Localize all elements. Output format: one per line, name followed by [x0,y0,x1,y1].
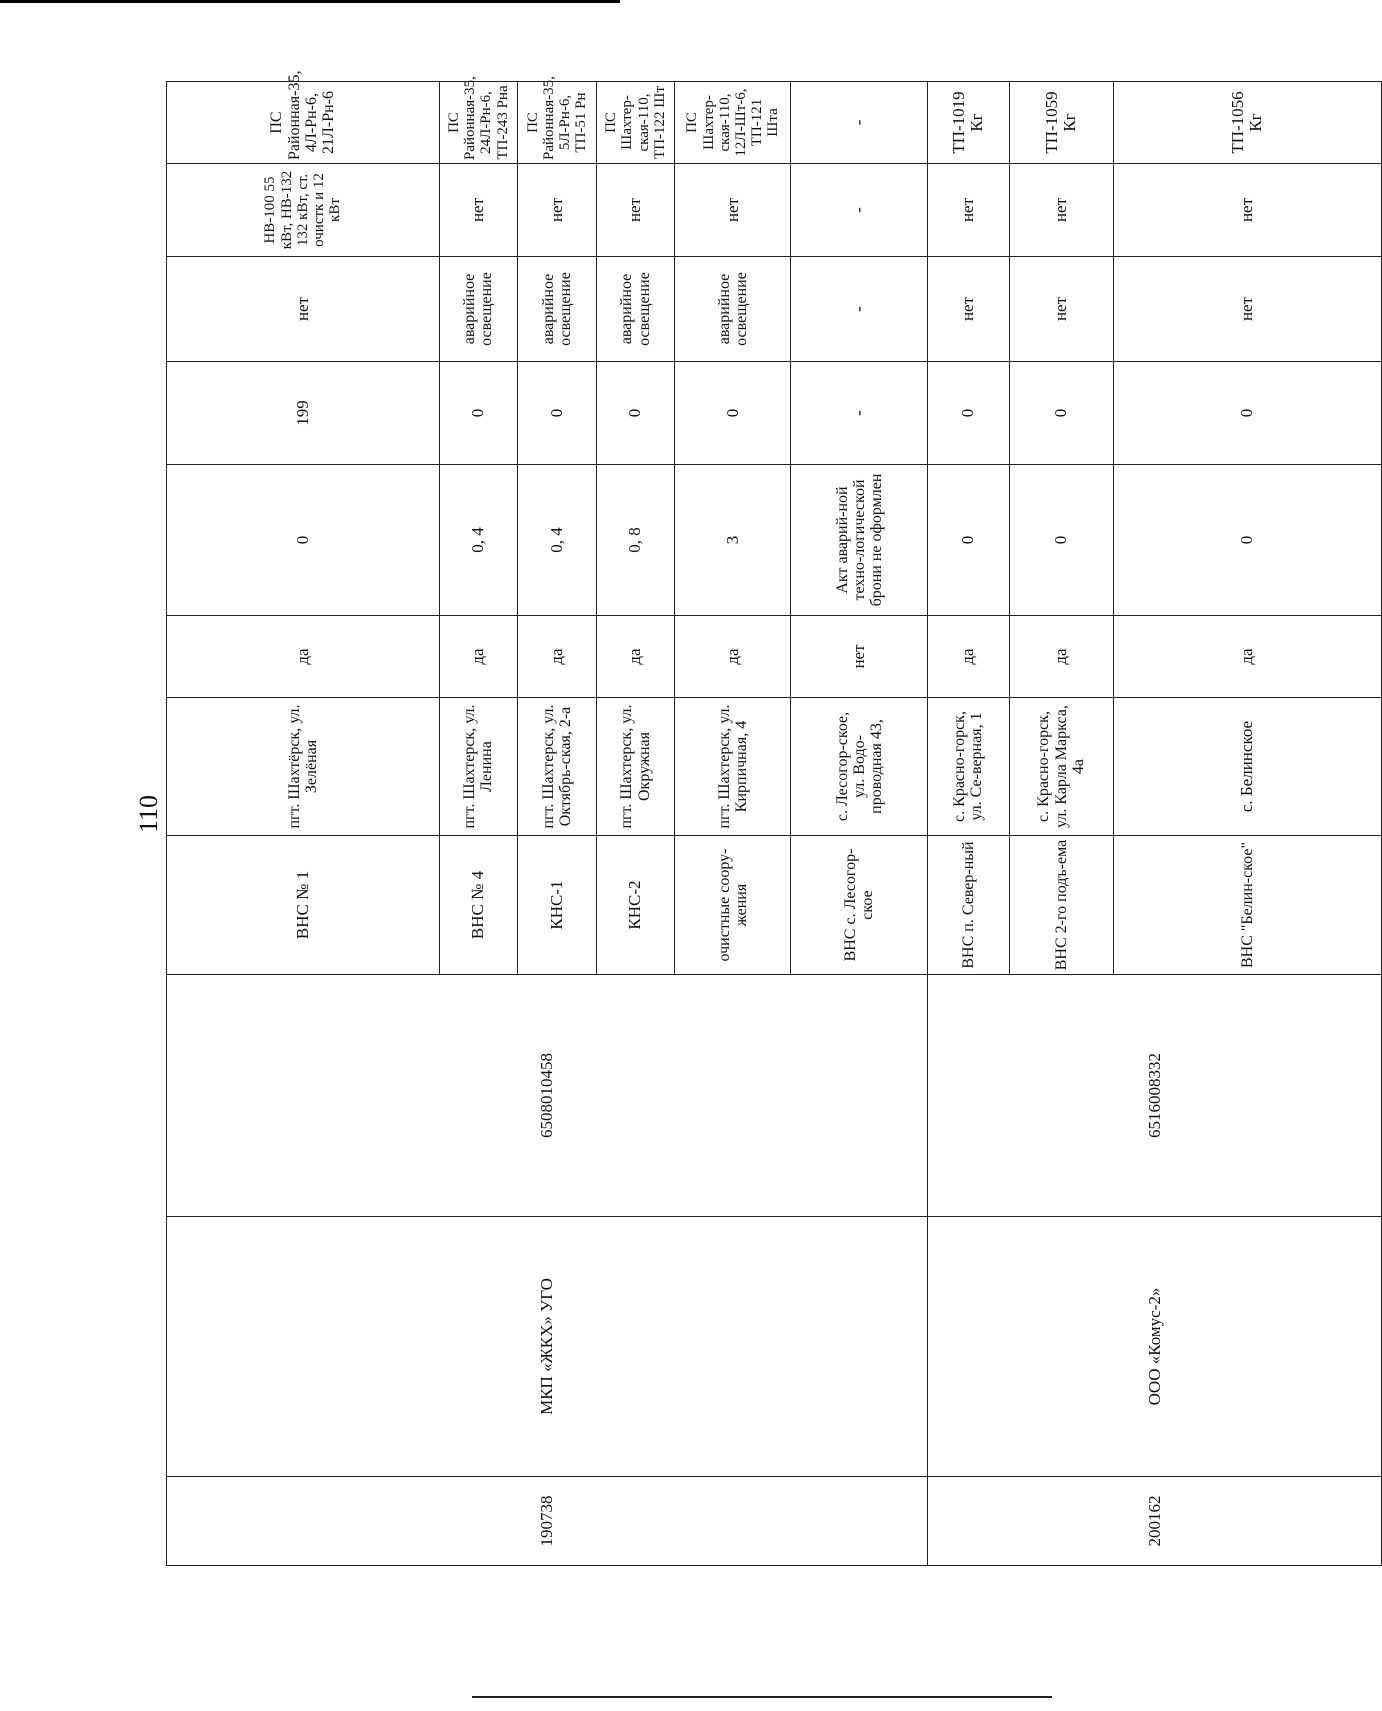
address: с. Белинское [1113,698,1381,836]
load: 0 [1113,362,1381,465]
object-name: КНС-2 [596,836,675,975]
rotated-table-wrapper [166,70,1382,1566]
table-row [167,82,440,1566]
address: пгт. Шахтерск, ул. Окружная [596,698,675,836]
flag: да [518,616,597,698]
feeder: ПС Шахтер-ская-110, ТП-122 Шт [596,82,675,164]
flag: да [439,616,518,698]
object-name: ВНС п. Север-ный [928,836,1009,975]
feeder: ПС Районная-35, 24Л-Рн-6, ТП-243 Рна [439,82,518,164]
org-code: 200162 [928,1477,1382,1566]
load: 0 [928,362,1009,465]
power: нет [439,164,518,257]
emergency: нет [167,257,440,362]
power: нет [596,164,675,257]
org-name: МКП «ЖКХ» УГО [167,1217,928,1477]
reserve: 0 [1113,465,1381,616]
flag: да [596,616,675,698]
load: 0 [675,362,791,465]
address: пгт. Шахтерск, ул. Кирпичная, 4 [675,698,791,836]
power: нет [518,164,597,257]
address: с. Красно-горск, ул. Се-верная, 1 [928,698,1009,836]
feeder: ПС Районная-35, 5Л-Рн-6, ТП-51 Рн [518,82,597,164]
load: 0 [1009,362,1113,465]
power: нет [1113,164,1381,257]
flag: да [675,616,791,698]
reserve: Акт аварий-ной техно-логической брони не оформлен [791,465,928,616]
object-name: КНС-1 [518,836,597,975]
flag: да [928,616,1009,698]
flag: да [1009,616,1113,698]
power: нет [928,164,1009,257]
object-name: ВНС № 4 [439,836,518,975]
reserve: 0, 4 [518,465,597,616]
emergency: нет [1113,257,1381,362]
address: с. Лесогор-ское, ул. Водо-проводная 43, [791,698,928,836]
flag: да [167,616,440,698]
reserve: 3 [675,465,791,616]
emergency: нет [1009,257,1113,362]
flag: да [1113,616,1381,698]
load: 199 [167,362,440,465]
address: пгт. Шахтёрск, ул. Зелёная [167,698,440,836]
feeder: ПС Шахтер-ская-110, 12Л-Шт-6, ТП-121 Шта [675,82,791,164]
load: 0 [439,362,518,465]
flag: нет [791,616,928,698]
reserve: 0, 4 [439,465,518,616]
object-name: ВНС № 1 [167,836,440,975]
power: НВ-100 55 кВт, НВ-132 132 кВт, ст. очистк и 12 кВт [167,164,440,257]
feeder: ТП-1019 Кг [928,82,1009,164]
object-name: ВНС с. Лесогор-ское [791,836,928,975]
address: пгт. Шахтерск, ул. Ленина [439,698,518,836]
object-table [166,70,1382,1566]
load: - [791,362,928,465]
org-inn: 6516008332 [928,975,1382,1217]
org-name: ООО «Комус-2» [928,1217,1382,1477]
org-inn: 6508010458 [167,975,928,1217]
emergency: аварийное освещение [596,257,675,362]
power: нет [1009,164,1113,257]
emergency: - [791,257,928,362]
emergency: аварийное освещение [675,257,791,362]
address: с. Красно-горск, ул. Карла Маркса, 4а [1009,698,1113,836]
top-rule [0,0,620,3]
feeder: ПС Районная-35, 4Л-Рн-6, 21Л-Рн-6 [167,82,440,164]
emergency: аварийное освещение [518,257,597,362]
reserve: 0 [1009,465,1113,616]
load: 0 [518,362,597,465]
reserve: 0 [167,465,440,616]
feeder: ТП-1059 Кг [1009,82,1113,164]
page-number: 110 [134,794,163,834]
emergency: аварийное освещение [439,257,518,362]
feeder: - [791,82,928,164]
address: пгт. Шахтерск, ул. Октябрь-ская, 2-а [518,698,597,836]
object-name: очистные соору-жения [675,836,791,975]
reserve: 0 [928,465,1009,616]
object-name: ВНС 2-го подъ-ема [1009,836,1113,975]
emergency: нет [928,257,1009,362]
bottom-rule [472,1696,1052,1698]
reserve: 0, 8 [596,465,675,616]
table-row [928,82,1009,1566]
org-code: 190738 [167,1477,928,1566]
object-name: ВНС "Белин-ское" [1113,836,1381,975]
power: - [791,164,928,257]
load: 0 [596,362,675,465]
power: нет [675,164,791,257]
feeder: ТП-1056 Кг [1113,82,1381,164]
